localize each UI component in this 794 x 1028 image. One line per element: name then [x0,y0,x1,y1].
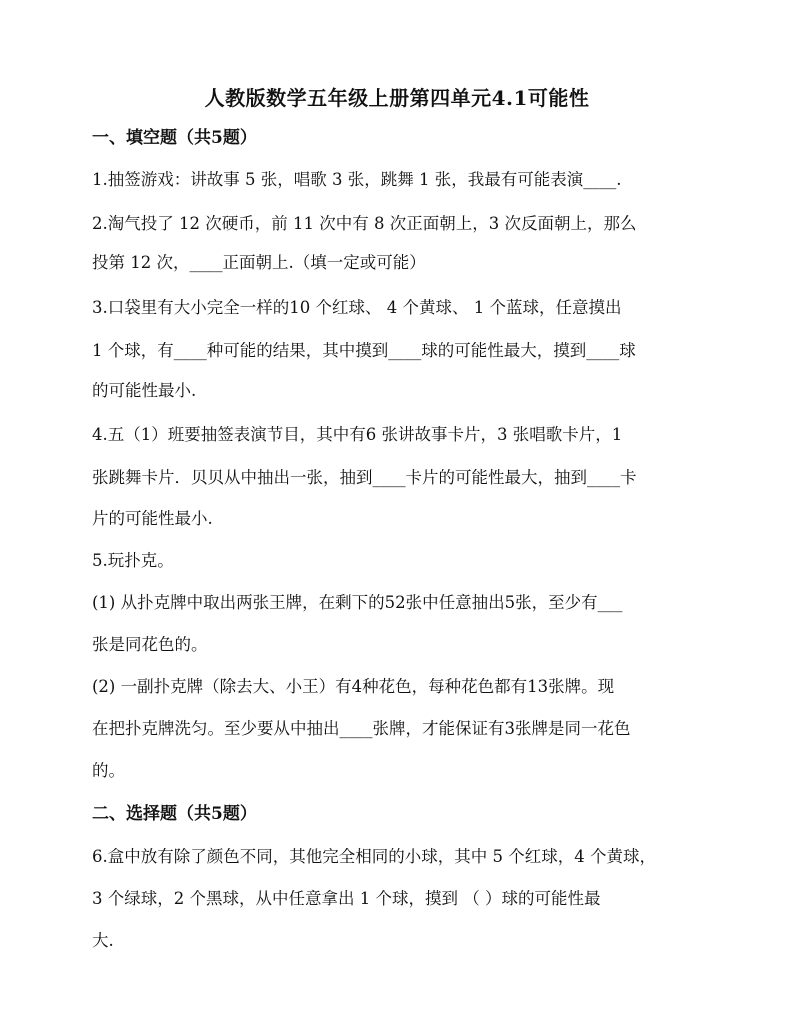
question-3-line-2: 1 个球，有____种可能的结果，其中摸到____球的可能性最大，摸到____球 [92,341,636,360]
question-5-part-2-line-3: 的。 [92,761,125,780]
section-heading-multiple-choice: 二、选择题（共5题） [92,804,257,824]
question-4-line-3: 片的可能性最小. [92,509,213,528]
question-5-part-2-line-2: 在把扑克牌洗匀。至少要从中抽出____张牌，才能保证有3张牌是同一花色 [92,719,631,738]
question-5-part-2-line-1: (2) 一副扑克牌（除去大、小王）有4种花色，每种花色都有13张牌。现 [92,677,615,696]
question-4-line-1: 4.五（1）班要抽签表演节目，其中有6 张讲故事卡片，3 张唱歌卡片，1 [92,425,623,444]
question-3-line-3: 的可能性最小. [92,381,197,400]
question-2-line-2: 投第 12 次，____正面朝上.（填一定或可能） [92,253,426,272]
question-6-line-1: 6.盒中放有除了颜色不同，其他完全相同的小球，其中 5 个红球，4 个黄球， [92,847,656,866]
question-4-line-2: 张跳舞卡片．贝贝从中抽出一张，抽到____卡片的可能性最大，抽到____卡 [92,468,637,487]
section-heading-fill-in: 一、填空题（共5题） [92,128,257,148]
page-title: 人教版数学五年级上册第四单元4.1可能性 [204,86,590,110]
question-5-part-1-line-2: 张是同花色的。 [92,635,208,654]
question-5-part-1-line-1: (1) 从扑克牌中取出两张王牌，在剩下的52张中任意抽出5张，至少有___ [92,593,623,612]
question-5-stem: 5.玩扑克。 [92,551,174,570]
question-6-line-3: 大. [92,931,114,950]
question-1-line-1: 1.抽签游戏：讲故事 5 张，唱歌 3 张，跳舞 1 张，我最有可能表演____. [92,170,622,189]
question-6-line-2: 3 个绿球，2 个黑球，从中任意拿出 1 个球，摸到 （ ）球的可能性最 [92,889,601,908]
question-3-line-1: 3.口袋里有大小完全一样的10 个红球、 4 个黄球、 1 个蓝球，任意摸出 [92,298,622,317]
question-2-line-1: 2.淘气投了 12 次硬币，前 11 次中有 8 次正面朝上，3 次反面朝上，那么 [92,214,637,233]
